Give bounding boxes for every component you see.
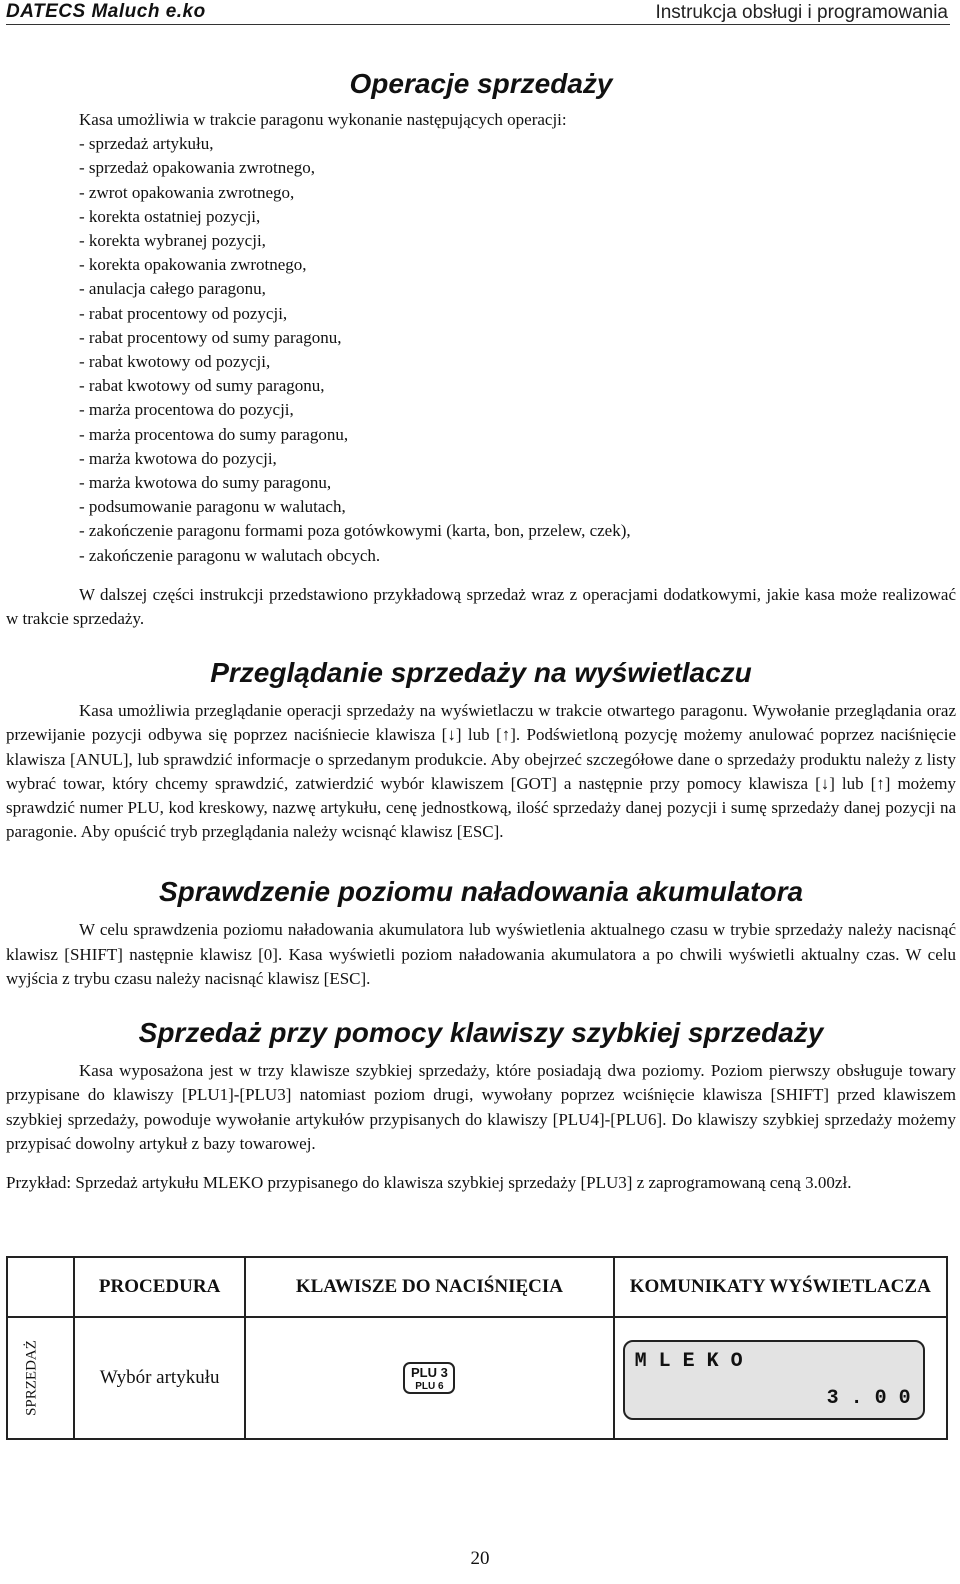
document-title: Instrukcja obsługi i programowania bbox=[655, 2, 948, 23]
display-line-1: M L E K O bbox=[634, 1350, 743, 1373]
list-item: - marża kwotowa do pozycji, bbox=[79, 448, 277, 468]
list-item: - korekta opakowania zwrotnego, bbox=[79, 255, 307, 275]
cash-register-display bbox=[623, 1340, 925, 1420]
operations-list bbox=[79, 132, 956, 568]
key-primary-label: PLU 3 bbox=[410, 1365, 448, 1380]
page-content bbox=[6, 64, 956, 1195]
list-item: - zwrot opakowania zwrotnego, bbox=[79, 182, 295, 202]
list-item: - anulacja całego paragonu, bbox=[79, 279, 266, 299]
section-title-szybka-sprzedaz: Sprzedaż przy pomocy klawiszy szybkiej sprzedaży bbox=[138, 1017, 824, 1049]
operations-intro: Kasa umożliwia w trakcie paragonu wykonanie następujących operacji: bbox=[79, 110, 567, 129]
row-label: Wybór artykułu bbox=[74, 1317, 245, 1439]
side-label: SPRZEDAŻ bbox=[23, 1340, 40, 1416]
side-label-cell bbox=[7, 1317, 74, 1439]
key-secondary-label: PLU 6 bbox=[415, 1381, 444, 1392]
list-item: - zakończenie paragonu formami poza gotówkowymi (karta, bon, przelew, czek), bbox=[79, 521, 631, 541]
table-header-row bbox=[7, 1257, 947, 1317]
akumulator-body: W celu sprawdzenia poziomu naładowania akumulatora lub wyświetlenia aktualnego czasu w trybie sprzedaży należy nacisnąć klawisz [SHIFT] następnie klawisz [0]. Kasa wyświetli poziom naładowania akumulatora a po chwili wyświetli aktualny czas. W celu wyjścia z trybu czasu należy nacisnąć klawisz [ESC]. bbox=[6, 920, 956, 988]
list-item: - zakończenie paragonu w walutach obcych. bbox=[79, 545, 381, 565]
header-komunikaty: KOMUNIKATY WYŚWIETLACZA bbox=[614, 1257, 947, 1317]
table-row bbox=[7, 1317, 947, 1439]
display-cell bbox=[614, 1317, 947, 1439]
list-item: - marża kwotowa do sumy paragonu, bbox=[79, 473, 332, 493]
page-number: 20 bbox=[470, 1548, 490, 1569]
header-procedura: PROCEDURA bbox=[74, 1257, 245, 1317]
plu3-key-icon bbox=[403, 1362, 455, 1394]
section-title-przegladanie: Przeglądanie sprzedaży na wyświetlaczu bbox=[210, 657, 752, 689]
list-item: - rabat kwotowy od pozycji, bbox=[79, 352, 271, 372]
section-title-operacje: Operacje sprzedaży bbox=[349, 68, 613, 99]
procedure-table bbox=[6, 1256, 948, 1440]
list-item: - korekta ostatniej pozycji, bbox=[79, 206, 261, 226]
page-header bbox=[6, 0, 950, 25]
list-item: - sprzedaż artykułu, bbox=[79, 134, 214, 154]
header-corner bbox=[7, 1257, 74, 1317]
display-line-2: 3 . 0 0 bbox=[826, 1387, 911, 1410]
example-text: Przykład: Sprzedaż artykułu MLEKO przypisanego do klawisza szybkiej sprzedaży [PLU3] z zaprogramowaną ceną 3.00zł. bbox=[6, 1172, 852, 1192]
key-cell bbox=[245, 1317, 613, 1439]
list-item: - marża procentowa do sumy paragonu, bbox=[79, 424, 349, 444]
operations-summary: W dalszej części instrukcji przedstawiono przykładową sprzedaż wraz z operacjami dodatkowymi, jakie kasa może realizować w trakcie sprzedaży. bbox=[6, 584, 956, 629]
brand-logo: DATECS Maluch e.ko bbox=[6, 1, 206, 22]
list-item: - podsumowanie paragonu w walutach, bbox=[79, 497, 346, 517]
przegladanie-body: Kasa umożliwia przeglądanie operacji sprzedaży na wyświetlaczu w trakcie otwartego paragonu. Wywołanie przeglądania oraz przewijanie pozycji odbywa się poprzez naciśniecie klawisza [↓] lub [↑]. Podświetloną pozycję możemy anulować poprzez naciśnięcie klawisza [ANUL], lub sprawdzić informacje o sprzedanym produkcie. Aby obejrzeć szczegółowe dane o sprzedaży produktu należy z listy wybrać towar, który chcemy sprawdzić, zatwierdzić wybór klawiszem [GOT] a następnie przy pomocy klawisza [↓] lub [↑] możemy sprawdzić numer PLU, kod kreskowy, nazwę artykułu, cenę jednostkową, ilość sprzedaży danej pozycji i sumę sprzedaży danej pozycji na paragonie. Aby opuścić tryb przeglądania należy wcisnąć klawisz [ESC]. bbox=[6, 701, 956, 842]
list-item: - marża procentowa do pozycji, bbox=[79, 400, 294, 420]
header-klawisze: KLAWISZE DO NACIŚNIĘCIA bbox=[245, 1257, 613, 1317]
list-item: - sprzedaż opakowania zwrotnego, bbox=[79, 158, 316, 178]
szybka-sprzedaz-body: Kasa wyposażona jest w trzy klawisze szybkiej sprzedaży, które posiadają dwa poziomy. Poziom pierwszy obsługuje towary przypisane do klawiszy [PLU1]-[PLU3] natomiast poziom drugi, wywołany poprzez wciśnięcie klawisza [SHIFT] przed klawiszem szybkiej sprzedaży, powoduje wywołanie artykułów przypisanych do klawiszy [PLU4]-[PLU6]. Do klawiszy szybkiej sprzedaży możemy przypisać dowolny artykuł z bazy towarowej. bbox=[6, 1061, 956, 1153]
list-item: - rabat procentowy od sumy paragonu, bbox=[79, 327, 342, 347]
list-item: - rabat procentowy od pozycji, bbox=[79, 303, 288, 323]
list-item: - korekta wybranej pozycji, bbox=[79, 231, 266, 251]
list-item: - rabat kwotowy od sumy paragonu, bbox=[79, 376, 325, 396]
section-title-akumulator: Sprawdzenie poziomu naładowania akumulatora bbox=[158, 876, 804, 908]
